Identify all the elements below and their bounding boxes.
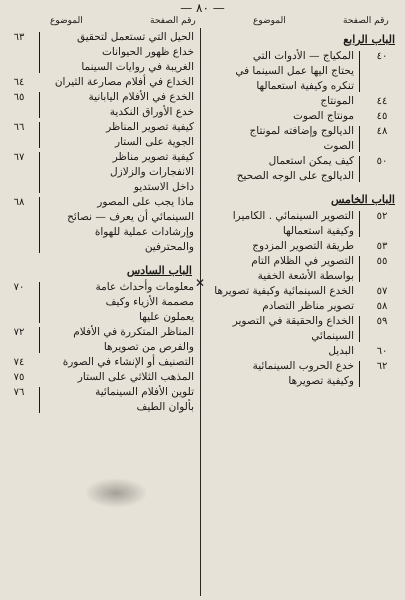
toc-entry-line: الخداع في أفلام مصارعة الثيران — [54, 76, 194, 88]
toc-entry — [2, 90, 196, 120]
toc-entry-line: تنكره وكيفية استعمالها — [256, 80, 354, 92]
entry-bracket — [36, 120, 45, 150]
entry-bracket — [356, 94, 365, 109]
toc-left-column — [2, 30, 196, 415]
toc-entry-title — [45, 355, 196, 370]
toc-entry-line: كيفية تصوير المناظر — [106, 121, 194, 133]
toc-entry-title — [45, 90, 196, 120]
toc-entry-line: السينمائي — [311, 330, 354, 342]
toc-entry-line: معلومات وأحداث عامة — [95, 281, 194, 293]
entry-bracket — [356, 314, 365, 344]
toc-entry-line: يعملون عليها — [139, 311, 194, 323]
header-right-page-col: رقم الصفحة — [343, 16, 389, 26]
toc-entry-title — [203, 94, 356, 109]
entry-bracket — [356, 109, 365, 124]
toc-entry-line: والفرص من تصويرها — [103, 341, 194, 353]
toc-entry-title — [203, 284, 356, 299]
toc-page-number: ٧٢ — [13, 327, 25, 338]
toc-entry-line: يحتاج اليها عمل السينما في — [235, 65, 354, 77]
toc-entry — [203, 124, 399, 154]
toc-entry — [2, 370, 196, 385]
toc-entry — [203, 314, 399, 344]
toc-page-number: ٤٠ — [376, 51, 388, 62]
toc-page-number: ٦٢ — [376, 361, 388, 372]
toc-entry-title — [203, 344, 356, 359]
toc-entry-title — [203, 49, 356, 94]
toc-entry — [203, 49, 399, 94]
toc-entry — [2, 280, 196, 325]
toc-page-number: ٤٥ — [376, 111, 388, 122]
toc-page-number: ٥٩ — [376, 316, 388, 327]
toc-entry-title — [45, 280, 196, 325]
toc-entry-line: الحيل التي تستعمل لتحقيق — [77, 31, 194, 43]
toc-entry-line: التصوير في الظلام التام — [251, 255, 354, 267]
toc-entry-title — [45, 30, 196, 75]
entry-bracket — [356, 49, 365, 94]
toc-right-column — [203, 30, 399, 389]
toc-entry-line: بواسطة الأشعة الخفية — [257, 270, 354, 282]
toc-entry-title — [203, 239, 356, 254]
toc-entry-line: الديالوج وإضافته لمونتاج — [249, 125, 354, 137]
toc-entry-line: السينمائي أن يعرف — نصائح — [67, 211, 194, 223]
toc-entry-line: طريقة التصوير المزدوج — [252, 240, 354, 252]
entry-bracket — [36, 195, 45, 255]
toc-page-number: ٧٥ — [13, 372, 25, 383]
toc-entry-line: الصوت — [323, 140, 354, 152]
toc-entry-line: التصوير السينمائي . الكاميرا — [232, 210, 354, 222]
toc-entry — [203, 284, 399, 299]
toc-page-number: ٧٠ — [13, 282, 25, 293]
toc-entry-line: الخدع في الأفلام اليابانية — [88, 91, 194, 103]
entry-bracket — [356, 124, 365, 154]
toc-entry-title — [203, 154, 356, 184]
toc-entry — [203, 209, 399, 239]
entry-bracket — [36, 370, 45, 385]
toc-entry-title — [45, 120, 196, 150]
toc-entry-line: الجوية على الستار — [115, 136, 194, 148]
toc-entry — [2, 385, 196, 415]
toc-entry — [203, 254, 399, 284]
section-heading: الباب الرابع — [343, 33, 395, 46]
toc-page-number: ٦٦ — [13, 122, 25, 133]
entry-bracket — [36, 280, 45, 325]
entry-bracket — [356, 299, 365, 314]
toc-entry-line: مونتاج الصوت — [293, 110, 354, 122]
toc-entry-line: المناظر المتكررة في الأفلام — [73, 326, 194, 338]
toc-entry-title — [45, 385, 196, 415]
entry-bracket — [356, 359, 365, 389]
toc-entry-title — [45, 325, 196, 355]
margin-mark: ✕ — [195, 276, 206, 290]
toc-entry-line: الانفجارات والزلازل — [110, 166, 194, 178]
toc-page-number: ٦٨ — [13, 197, 25, 208]
page-number: — ٨٠ — — [180, 1, 225, 15]
toc-page-number: ٥٠ — [376, 156, 388, 167]
section-heading: الباب السادس — [126, 264, 192, 277]
toc-entry — [2, 120, 196, 150]
toc-entry-title — [203, 359, 356, 389]
toc-entry-line: الديالوج على الوجه الصحيح — [236, 170, 354, 182]
entry-bracket — [356, 239, 365, 254]
toc-entry-line: ماذا يجب على المصور — [97, 196, 194, 208]
toc-entry-title — [203, 209, 356, 239]
toc-page-number: ٥٨ — [376, 301, 388, 312]
toc-entry-line: والمحترفين — [144, 241, 194, 253]
toc-entry-title — [45, 195, 196, 255]
toc-page-number: ٦٥ — [13, 92, 25, 103]
toc-entry-title — [203, 299, 356, 314]
toc-entry-line: وإرشادات عملية للهواة — [94, 226, 194, 238]
toc-entry-line: الخداع والحقيقة في التصوير — [232, 315, 354, 327]
toc-entry — [2, 195, 196, 255]
toc-page-number: ٧٤ — [13, 357, 25, 368]
toc-entry-line: خداع ظهور الحيوانات — [102, 46, 194, 58]
toc-entry — [203, 344, 399, 359]
toc-entry — [2, 325, 196, 355]
entry-bracket — [356, 209, 365, 239]
toc-entry-line: المونتاج — [320, 95, 354, 107]
toc-page-number: ٥٥ — [376, 256, 388, 267]
toc-entry-line: الغريبة في روايات السينما — [81, 61, 194, 73]
toc-entry-line: البديل — [328, 345, 354, 357]
toc-page-number: ٧٦ — [13, 387, 25, 398]
header-left-topic-col: الموضوع — [50, 16, 83, 26]
toc-entry-title — [45, 370, 196, 385]
column-divider — [200, 28, 201, 596]
header-right-topic-col: الموضوع — [253, 16, 286, 26]
toc-entry — [203, 154, 399, 184]
toc-entry-title — [203, 109, 356, 124]
toc-entry-line: مصممة الأزياء وكيف — [105, 296, 194, 308]
entry-bracket — [356, 254, 365, 284]
toc-entry-line: كيف يمكن استعمال — [268, 155, 354, 167]
toc-page-number: ٦٤ — [13, 77, 25, 88]
entry-bracket — [36, 325, 45, 355]
toc-entry-line: خدع الحروب السينمائية — [252, 360, 354, 372]
entry-bracket — [36, 150, 45, 195]
toc-entry — [2, 30, 196, 75]
entry-bracket — [356, 154, 365, 184]
toc-entry-line: بألوان الطيف — [136, 401, 194, 413]
entry-bracket — [36, 90, 45, 120]
toc-page-number: ٥٢ — [376, 211, 388, 222]
toc-entry-line: كيفية تصوير مناظر — [112, 151, 194, 163]
entry-bracket — [36, 385, 45, 415]
entry-bracket — [36, 75, 45, 90]
toc-entry — [203, 359, 399, 389]
entry-bracket — [36, 30, 45, 75]
toc-entry — [2, 150, 196, 195]
toc-page-number: ٦٣ — [13, 32, 25, 43]
toc-entry-line: تلوين الأفلام السينمائية — [95, 386, 194, 398]
toc-page-number: ٤٤ — [376, 96, 388, 107]
toc-entry-line: تصوير مناظر التصادم — [262, 300, 354, 312]
toc-entry — [203, 109, 399, 124]
toc-page-number: ٦٧ — [13, 152, 25, 163]
toc-entry — [203, 239, 399, 254]
header-left-page-col: رقم الصفحة — [150, 16, 196, 26]
toc-entry-line: وكيفية تصويرها — [288, 375, 354, 387]
toc-entry — [203, 299, 399, 314]
toc-page-number: ٦٠ — [376, 346, 388, 357]
toc-page-number: ٤٨ — [376, 126, 388, 137]
toc-entry-line: المكياج — الأدوات التي — [252, 50, 354, 62]
toc-entry-line: المذهب الثلاثي على الستار — [77, 371, 194, 383]
ink-smudge — [84, 478, 148, 508]
toc-entry-title — [45, 150, 196, 195]
entry-bracket — [356, 284, 365, 299]
toc-entry-line: الخدع السينمائية وكيفية تصويرها — [214, 285, 354, 297]
toc-entry-line: وكيفية استعمالها — [282, 225, 354, 237]
toc-entry — [2, 355, 196, 370]
entry-bracket — [356, 344, 365, 359]
toc-page-number: ٥٣ — [376, 241, 388, 252]
toc-page-number: ٥٧ — [376, 286, 388, 297]
toc-entry-title — [45, 75, 196, 90]
toc-entry-line: التصنيف أو الإنشاء في الصورة — [62, 356, 194, 368]
entry-bracket — [36, 355, 45, 370]
toc-entry-line: خدع الأوراق النكدية — [109, 106, 194, 118]
section-heading: الباب الخامس — [330, 193, 395, 206]
toc-entry — [203, 94, 399, 109]
toc-entry-title — [203, 314, 356, 344]
toc-entry-line: داخل الاستديو — [133, 181, 194, 193]
toc-entry-title — [203, 254, 356, 284]
toc-entry — [2, 75, 196, 90]
toc-entry-title — [203, 124, 356, 154]
